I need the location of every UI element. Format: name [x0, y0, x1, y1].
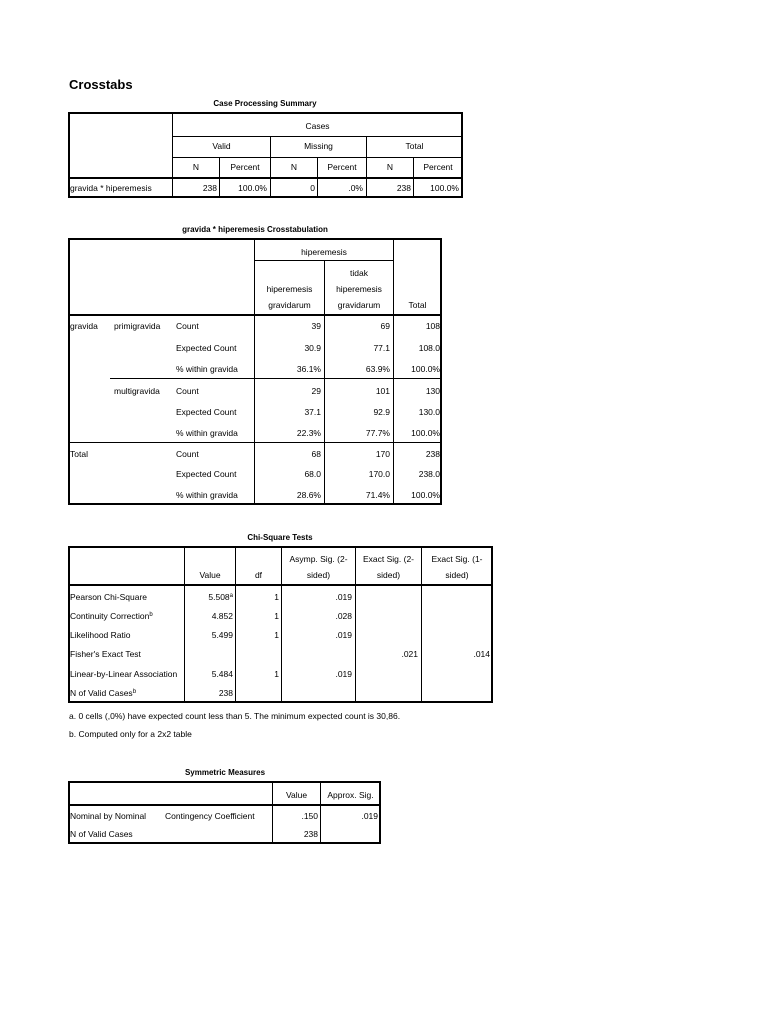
table-cell: .019: [335, 630, 352, 640]
table-cell: 238: [202, 183, 217, 193]
table-cell: 36.1%: [296, 364, 321, 374]
table-cell: 238: [396, 183, 411, 193]
total-label: Total: [70, 449, 88, 459]
table-cell: .019: [335, 592, 352, 602]
stat-label: % within gravida: [176, 490, 238, 500]
table-cell: 71.4%: [365, 490, 390, 500]
col-header: hiperemesis: [336, 284, 382, 294]
col-header: tidak: [350, 268, 368, 278]
missing-header: Missing: [304, 141, 333, 151]
value-header: Value: [285, 790, 308, 800]
table-cell: 69: [380, 321, 390, 331]
test-label: Linear-by-Linear Association: [70, 669, 178, 679]
measure-label: Nominal by Nominal: [70, 811, 147, 821]
table-cell: 108: [425, 321, 440, 331]
table-cell: 238.0: [418, 469, 440, 479]
table-cell: 1: [274, 630, 279, 640]
chisq-title: Chi-Square Tests: [247, 533, 313, 542]
table-cell: .021: [401, 649, 418, 659]
stat-label: Count: [176, 321, 199, 331]
table-cell: 5.484: [211, 669, 233, 679]
table-cell: 28.6%: [296, 490, 321, 500]
table-cell: .019: [361, 811, 378, 821]
test-label: Pearson Chi-Square: [70, 592, 148, 602]
symmetric-title: Symmetric Measures: [184, 768, 266, 777]
exact1-header: sided): [445, 570, 469, 580]
asymp-header: sided): [306, 570, 331, 580]
stat-label: % within gravida: [176, 428, 238, 438]
sub-header: N: [290, 162, 298, 172]
asymp-header: Asymp. Sig. (2-: [289, 554, 348, 564]
stat-label: Expected Count: [176, 469, 237, 479]
measure-label: N of Valid Cases: [70, 829, 133, 839]
table-cell: 100.0%: [411, 364, 440, 374]
stat-label: Count: [176, 449, 199, 459]
table-cell: 238: [218, 688, 233, 698]
stat-label: Expected Count: [176, 343, 237, 353]
sub-header: Percent: [423, 162, 453, 172]
exact2-header: sided): [376, 570, 401, 580]
table-cell: 30.9: [304, 343, 321, 353]
sub-header: Percent: [230, 162, 260, 172]
col-header: gravidarum: [337, 300, 381, 310]
group-label: multigravida: [114, 386, 160, 396]
table-cell: 68.0: [304, 469, 321, 479]
table-cell: 170: [375, 449, 390, 459]
table-cell: 1: [274, 669, 279, 679]
table-cell: .0%: [348, 183, 363, 193]
table-cell: 238: [303, 829, 318, 839]
table-cell: 100.0%: [411, 428, 440, 438]
table-cell: 1: [274, 611, 279, 621]
test-label: Likelihood Ratio: [70, 630, 131, 640]
table-cell: 100.0%: [430, 183, 459, 193]
var-label: gravida: [70, 321, 98, 331]
group-label: primigravida: [114, 321, 161, 331]
footnote-a: a. 0 cells (,0%) have expected count less than 5. The minimum expected count is 30,86.: [69, 711, 401, 721]
table-cell: 108.0: [418, 343, 440, 353]
crosstab-title: gravida * hiperemesis Crosstabulation: [182, 225, 328, 234]
table-cell: 68: [311, 449, 321, 459]
table-cell: .150: [301, 811, 318, 821]
df-header: df: [254, 570, 263, 580]
case-summary-title: Case Processing Summary: [213, 99, 317, 108]
table-cell: 0: [310, 183, 315, 193]
col-header: gravidarum: [268, 300, 311, 310]
table-cell: 170.0: [368, 469, 390, 479]
exact1-header: Exact Sig. (1-: [431, 554, 483, 564]
cases-header: Cases: [305, 121, 330, 131]
table-cell: 130: [425, 386, 440, 396]
approx-header: Approx. Sig.: [327, 790, 374, 800]
sub-header: N: [386, 162, 394, 172]
table-cell: 238: [425, 449, 440, 459]
table-cell: 1: [274, 592, 279, 602]
test-label: Fisher's Exact Test: [70, 649, 141, 659]
stat-label: Expected Count: [176, 407, 237, 417]
table-cell: 100.0%: [411, 490, 440, 500]
table-cell: .014: [473, 649, 490, 659]
total-header: Total: [405, 141, 424, 151]
table-cell: 100.0%: [238, 183, 267, 193]
table-cell: 37.1: [304, 407, 321, 417]
measure-sub-label: Contingency Coefficient: [165, 811, 255, 821]
footnote-b: b. Computed only for a 2x2 table: [69, 729, 192, 739]
hiperemesis-header: hiperemesis: [301, 247, 347, 257]
row-label: gravida * hiperemesis: [70, 183, 152, 193]
table-cell: 92.9: [373, 407, 390, 417]
sub-header: N: [192, 162, 200, 172]
stat-label: Count: [176, 386, 199, 396]
table-cell: .019: [335, 669, 352, 679]
table-cell: 5.508$^a$: [208, 592, 233, 602]
page-title: Crosstabs: [69, 77, 133, 92]
col-header: hiperemesis: [266, 284, 313, 294]
stat-label: % within gravida: [176, 364, 238, 374]
table-cell: .028: [335, 611, 352, 621]
valid-header: Valid: [212, 141, 231, 151]
sub-header: Percent: [327, 162, 357, 172]
table-cell: 22.3%: [296, 428, 321, 438]
table-cell: 4.852: [211, 611, 233, 621]
total-col-header: Total: [408, 300, 427, 310]
table-cell: 77.7%: [365, 428, 390, 438]
table-cell: 101: [375, 386, 390, 396]
table-cell: 77.1: [373, 343, 390, 353]
table-cell: 63.9%: [365, 364, 390, 374]
table-cell: 39: [311, 321, 321, 331]
exact2-header: Exact Sig. (2-: [362, 554, 415, 564]
value-header: Value: [199, 570, 221, 580]
test-label: N of Valid Cases$^b$: [70, 688, 137, 698]
table-cell: 130.0: [418, 407, 440, 417]
test-label: Continuity Correction$^b$: [70, 611, 153, 621]
table-cell: 5.499: [211, 630, 233, 640]
table-cell: 29: [311, 386, 321, 396]
